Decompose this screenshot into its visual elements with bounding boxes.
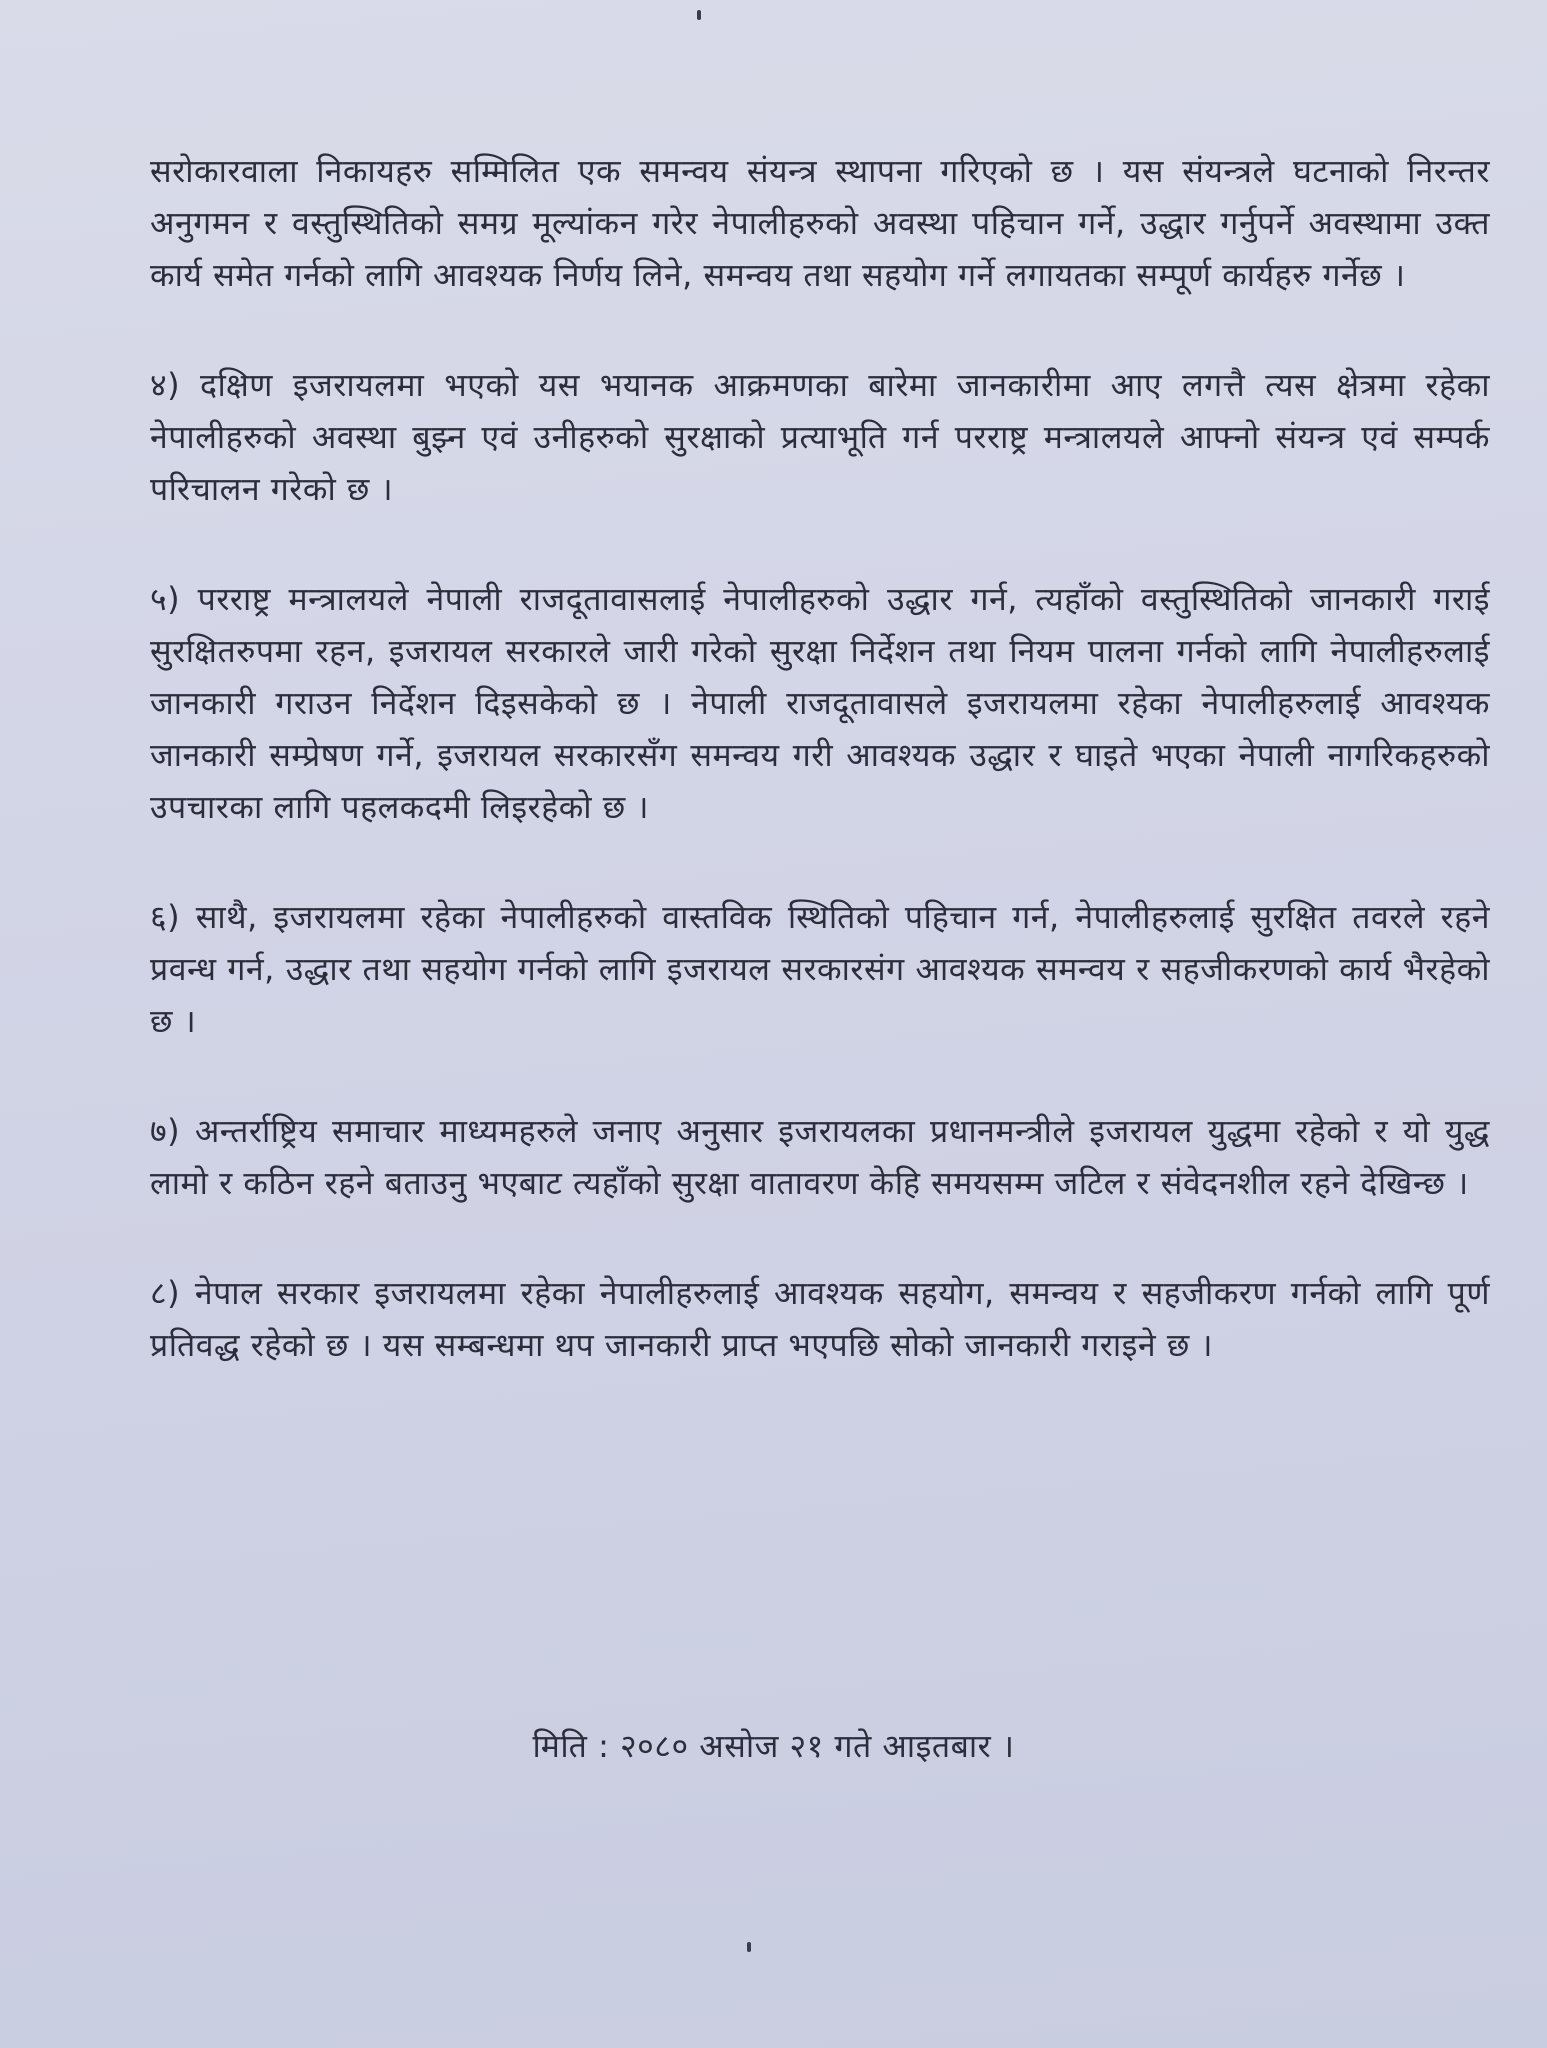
date-line: मिति : २०८० असोज २१ गते आइतबार । [532, 1727, 1015, 1765]
paragraph-8: ८) नेपाल सरकार इजरायलमा रहेका नेपालीहरुलाई आवश्यक सहयोग, समन्वय र सहजीकरण गर्नको लागि पूर्ण प्रतिवद्ध रहेको छ । यस सम्बन्धमा थप जानकारी प्राप्त भएपछि सोको जानकारी गराइने छ । [150, 1274, 1490, 1364]
paragraph-7: ७) अन्तर्राष्ट्रिय समाचार माध्यमहरुले जनाए अनुसार इजरायलका प्रधानमन्त्रीले इजरायल युद्धमा रहेको र यो युद्ध लामो र कठिन रहने बताउनु भएबाट त्यहाँको सुरक्षा वातावरण केहि समयसम्म जटिल र संवेदनशील रहने देखिन्छ । [150, 1112, 1490, 1202]
paragraph-5: ५) परराष्ट्र मन्त्रालयले नेपाली राजदूतावासलाई नेपालीहरुको उद्धार गर्न, त्यहाँको वस्तुस्थितिको जानकारी गराई सुरक्षितरुपमा रहन, इजरायल सरकारले जारी गरेको सुरक्षा निर्देशन तथा नियम पालना गर्नको लागि नेपालीहरुलाई जानकारी गराउन निर्देशन दिइसकेको छ । नेपाली राजदूतावासले इजरायलमा रहेका नेपालीहरुलाई आवश्यक जानकारी सम्प्रेषण गर्ने, इजरायल सरकारसँग समन्वय गरी आवश्यक उद्धार र घाइते भएका नेपाली नागरिकहरुको उपचारका लागि पहलकदमी लिइरहेको छ । [150, 580, 1490, 826]
document-body [150, 145, 1490, 1429]
paper-mark [697, 10, 701, 20]
paragraph-6: ६) साथै, इजरायलमा रहेका नेपालीहरुको वास्तविक स्थितिको पहिचान गर्न, नेपालीहरुलाई सुरक्षित तवरले रहने प्रवन्ध गर्न, उद्धार तथा सहयोग गर्नको लागि इजरायल सरकारसंग आवश्यक समन्वय र सहजीकरणको कार्य भैरहेको छ । [150, 898, 1490, 1040]
paragraph-intro: सरोकारवाला निकायहरु सम्मिलित एक समन्वय संयन्त्र स्थापना गरिएको छ । यस संयन्त्रले घटनाको निरन्तर अनुगमन र वस्तुस्थितिको समग्र मूल्यांकन गरेर नेपालीहरुको अवस्था पहिचान गर्ने, उद्धार गर्नुपर्ने अवस्थामा उक्त कार्य समेत गर्नको लागि आवश्यक निर्णय लिने, समन्वय तथा सहयोग गर्ने लगायतका सम्पूर्ण कार्यहरु गर्नेछ । [150, 152, 1490, 294]
paragraph-4: ४) दक्षिण इजरायलमा भएको यस भयानक आक्रमणका बारेमा जानकारीमा आए लगत्तै त्यस क्षेत्रमा रहेका नेपालीहरुको अवस्था बुझ्न एवं उनीहरुको सुरक्षाको प्रत्याभूति गर्न परराष्ट्र मन्त्रालयले आफ्नो संयन्त्र एवं सम्पर्क परिचालन गरेको छ । [150, 366, 1490, 508]
paper-mark [747, 1942, 751, 1952]
